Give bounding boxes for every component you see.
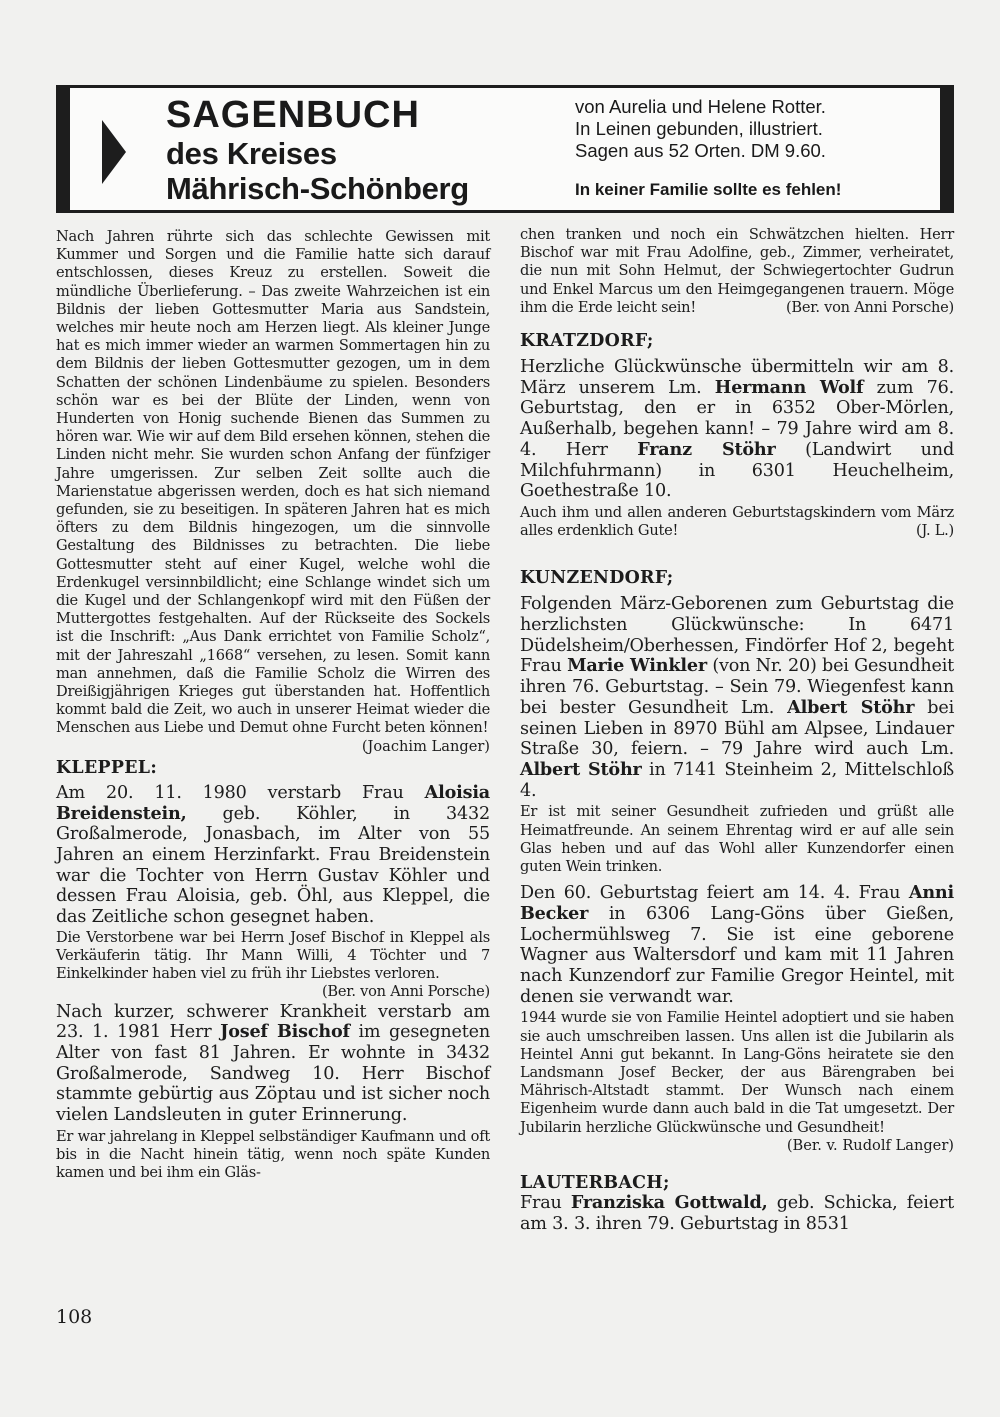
- ad-info-line: Sagen aus 52 Orten. DM 9.60.: [575, 140, 826, 161]
- section-heading-kunzendorf: KUNZENDORF;: [520, 568, 674, 589]
- text: zum 76. Geburtstag, den er in 6352 Ober-Mörlen, Außerhalb, begehen kann! – 79 Jahre wird am 8. 4. Herr: [520, 377, 954, 460]
- text: bei seinen Lieben in 8970 Bühl am Alpsee, Lindauer Straße 30, feiern. – 79 Jahre wird auch Lm.: [520, 697, 954, 760]
- text: geb. Köhler, in 3432 Großalmerode, Jonasbach, im Alter von 55 Jahren an einem Herzinfarkt. Frau Breidenstein war die Tochter von Herrn Gustav Köhler und dessen Frau Aloisia, geb. Öhl, aus Kleppel, die das Zeitliche schon gesegnet haben.: [56, 803, 490, 928]
- text: Herzliche Glückwünsche übermitteln wir am 8. März unserem Lm.: [520, 357, 954, 398]
- ad-title-line-2: des Kreises: [166, 136, 337, 171]
- ad-title-line-1: SAGENBUCH: [166, 94, 420, 136]
- kleppel-paragraph-4: Er war jahrelang in Kleppel selbständiger Kaufmann und oft bis in die Nacht hinein tätig, wenn noch späte Kunden kamen und bei ihm ein Gläs-: [56, 1127, 490, 1182]
- text: geb. Schicka, feiert am 3. 3. ihren 79. Geburtstag in 8531: [520, 1193, 954, 1234]
- text: chen tranken und noch ein Schwätzchen hielten. Herr Bischof war mit Frau Adolfine, geb., Zimmer, verheiratet, die nun mit Sohn Helmut, der Schwiegertochter Gudrun und Enkel Marcus um den Heimgegangenen trauern. Möge ihm die Erde leicht sein!: [520, 226, 954, 316]
- text: Auch ihm und allen anderen Geburtstagskindern vom März alles erdenklich Gute!: [520, 503, 954, 540]
- triangle-right-arrow-icon: [102, 120, 126, 184]
- person-name: Albert Stöhr: [520, 758, 642, 780]
- text: Die Verstorbene war bei Herrn Josef Bischof in Kleppel als Verkäuferin tätig. Ihr Mann Willi, 4 Töchter und 7 Einkelkinder haben viel zu früh ihr Liebstes verloren.: [56, 928, 490, 983]
- credit: (J. L.): [916, 522, 954, 540]
- text: Folgenden März-Geborenen zum Geburtstag die herzlichsten Glückwünsche: In 6471 Düdelsheim/Oberhessen, Findörfer Hof 2, begeht Frau: [520, 594, 954, 677]
- credit: (Ber. von Anni Porsche): [785, 298, 954, 316]
- person-name: Marie Winkler: [567, 655, 707, 677]
- person-name: Hermann Wolf: [714, 376, 864, 398]
- text: (von Nr. 20) bei Gesundheit ihren 76. Geburtstag. – Sein 79. Wiegenfest kann bei bester Gesundheit Lm.: [520, 656, 955, 718]
- ad-title: [166, 90, 469, 204]
- ad-title-line-3: Mährisch-Schönberg: [166, 171, 469, 206]
- text: in 6306 Lang-Göns über Gießen, Lochermühlsweg 7. Sie ist eine geborene Wagner aus Waltersdorf und kam mit 11 Jahren nach Kunzendorf zur Familie Gregor Heintel, mit denen sie verwandt war.: [520, 903, 954, 1007]
- page-number: 108: [56, 1306, 93, 1328]
- intro-signature: (Joachim Langer): [361, 737, 490, 755]
- text: Frau: [520, 1193, 571, 1214]
- text: Am 20. 11. 1980 verstarb Frau: [56, 782, 425, 803]
- kunzendorf-paragraph-2: Er ist mit seiner Gesundheit zufrieden und grüßt alle Heimatfreunde. An seinem Ehrentag wird er auf alle sein Glas heben und auf das Wohl aller Kunzendorfer einen guten Wein trinken.: [520, 803, 954, 875]
- person-name: Anni Becker: [520, 882, 954, 924]
- person-name: Franz Stöhr: [637, 438, 776, 460]
- lauterbach-paragraph-1: [520, 1193, 954, 1234]
- text: im gesegneten Alter von fast 81 Jahren. Er wohnte in 3432 Großalmerode, Sandweg 10. Herr Bischof stammte gebürtig aus Zöptau und ist sicher noch vielen Landsleuten in guter Erinnerung.: [56, 1022, 490, 1126]
- book-advertisement: [56, 85, 954, 213]
- text: in 7141 Steinheim 2, Mittelschloß 4.: [520, 759, 954, 801]
- intro-paragraph: Nach Jahren rührte sich das schlechte Gewissen mit Kummer und Sorgen und die Familie hatte sich darauf entschlossen, dieses Kreuz zu erstellen. Soweit die mündliche Überlieferung. – Das zweite Wahrzeichen ist ein Bildnis der lieben Gottesmutter Maria aus Sandstein, welches mir heute noch am Herzen liegt. Als kleiner Junge hat es mich immer wieder an warmen Sommertagen hin zu dem Bildnis der lieben Gottesmutter gezogen, um in dem Schatten der schönen Lindenbäume zu spielen. Besonders schön war es bei der Blüte der Linden, wenn von Hunderten von Honig suchende Bienen das Summen zu hören war. Wie wir auf dem Bild ersehen können, stehen die Linden nicht mehr. Sie wurden schon Anfang der fünfziger Jahre umgerissen. Zur selben Zeit sollte auch die Marienstatue abgerissen werden, doch es hat sich niemand gefunden, sie zu beseitigen. In späteren Jahren hat es mich öfters zu dem Bildnis hingezogen, um die sinnvolle Gestaltung des Bildnisses zu betrachten. Die liebe Gottesmutter steht auf einer Kugel, welche wohl die Erdenkugel versinnbildlicht; eine Schlange windet sich um die Kugel und der Schlangenkopf wird mit den Füßen der Muttergottes festgehalten. Auf der Rückseite des Sockels ist die Inschrift: „Aus Dank errichtet von Familie Scholz“, mit der Jahreszahl „1668“ versehen, zu lesen. Somit kann man annehmen, daß die Familie Scholz die Wirren des Dreißigjährigen Krieges gut überstanden hat. Hoffentlich kommt bald die Zeit, wo auch in unserer Heimat wieder die Menschen aus Liebe und Demut ohne Furcht beten können!: [56, 228, 490, 737]
- section-heading-kleppel: KLEPPEL:: [56, 757, 158, 778]
- ad-slogan: In keiner Familie sollte es fehlen!: [575, 180, 842, 199]
- text: Nach kurzer, schwerer Krankheit verstarb am 23. 1. 1981 Herr: [56, 1001, 490, 1043]
- kratzdorf-paragraph-2: [520, 504, 954, 540]
- kratzdorf-paragraph-1: [520, 357, 954, 502]
- kleppel-paragraph-3: [56, 1002, 490, 1126]
- ad-info-line: von Aurelia und Helene Rotter.: [575, 96, 826, 117]
- section-heading-kratzdorf: KRATZDORF;: [520, 331, 654, 352]
- text: (Landwirt und Milchfuhrmann) in 6301 Heuchelheim, Goethestraße 10.: [520, 439, 955, 502]
- left-column: [56, 228, 490, 1182]
- person-name: Aloisia Breidenstein,: [56, 781, 490, 824]
- credit: (Ber. von Anni Porsche): [321, 983, 490, 1001]
- text: Den 60. Geburtstag feiert am 14. 4. Frau: [520, 883, 909, 904]
- kunzendorf-paragraph-3: [520, 883, 954, 1007]
- person-name: Franziska Gottwald,: [570, 1192, 768, 1214]
- ad-info-line: In Leinen gebunden, illustriert.: [575, 118, 823, 139]
- kunzendorf-credit: (Ber. v. Rudolf Langer): [786, 1136, 954, 1154]
- person-name: Albert Stöhr: [787, 696, 915, 718]
- kleppel-paragraph-1: [56, 783, 490, 928]
- ad-info: [575, 96, 826, 162]
- kunzendorf-paragraph-4: 1944 wurde sie von Familie Heintel adoptiert und sie haben sie auch umschreiben lassen. Uns allen ist die Jubilarin als Heintel Anni gut bekannt. In Lang-Göns heiratete sie den Landsmann Josef Becker, der aus Bärengraben bei Mährisch-Altstadt stammt. Der Wunsch nach einem Eigenheim wurde dann auch bald in die Tat umgesetzt. Der Jubilarin herzliche Glückwünsche und Gesundheit!: [520, 1009, 954, 1136]
- right-column: [520, 226, 954, 1234]
- kleppel-paragraph-2: [56, 928, 490, 1001]
- section-heading-lauterbach: LAUTERBACH;: [520, 1173, 670, 1194]
- person-name: Josef Bischof: [220, 1021, 350, 1043]
- continuation-paragraph: [520, 226, 954, 317]
- kunzendorf-paragraph-1: [520, 594, 954, 801]
